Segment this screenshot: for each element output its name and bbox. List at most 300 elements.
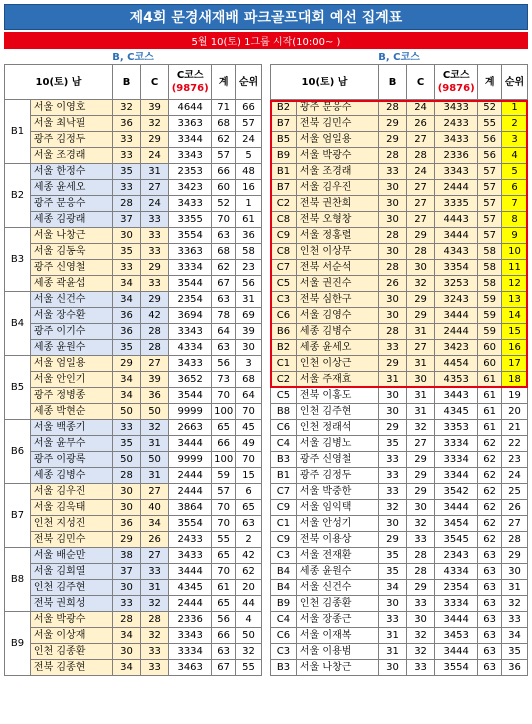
player-name: 인천 지성진 <box>30 516 112 532</box>
score-b: 33 <box>112 180 140 196</box>
total-score: 63 <box>478 644 502 660</box>
c-course-detail: 2444 <box>169 468 212 484</box>
player-name: 서울 김우진 <box>296 180 378 196</box>
header-rank: 순위 <box>502 65 528 100</box>
score-b: 31 <box>378 628 406 644</box>
total-score: 59 <box>478 324 502 340</box>
player-name: 전북 서순석 <box>296 260 378 276</box>
player-name: 전북 이홍도 <box>296 388 378 404</box>
group-id: C3 <box>271 548 297 564</box>
rank: 57 <box>236 116 262 132</box>
header-total: 계 <box>212 65 236 100</box>
table-row <box>5 580 262 596</box>
group-id: B2 <box>271 340 297 356</box>
score-b: 29 <box>378 356 406 372</box>
total-score: 63 <box>478 628 502 644</box>
score-b: 29 <box>378 420 406 436</box>
score-c: 32 <box>141 628 169 644</box>
score-c: 28 <box>407 244 435 260</box>
group-id: C6 <box>271 628 297 644</box>
c-course-detail: 2343 <box>435 548 478 564</box>
table-row <box>5 548 262 564</box>
total-score: 59 <box>212 468 236 484</box>
table-row <box>271 324 528 340</box>
score-c: 33 <box>141 644 169 660</box>
c-course-detail: 9999 <box>169 404 212 420</box>
table-row <box>271 132 528 148</box>
table-row <box>271 180 528 196</box>
rank: 1 <box>502 100 528 116</box>
c-course-detail: 3554 <box>169 516 212 532</box>
total-score: 63 <box>212 228 236 244</box>
rank: 5 <box>502 164 528 180</box>
total-score: 52 <box>478 100 502 116</box>
total-score: 71 <box>212 100 236 116</box>
score-c: 33 <box>141 244 169 260</box>
score-b: 36 <box>112 324 140 340</box>
player-name: 서울 안성기 <box>296 516 378 532</box>
score-c: 26 <box>141 532 169 548</box>
c-course-detail: 4353 <box>435 372 478 388</box>
c-course-detail: 3444 <box>435 644 478 660</box>
player-name: 서울 전재환 <box>296 548 378 564</box>
c-course-detail: 3343 <box>435 164 478 180</box>
total-score: 73 <box>212 372 236 388</box>
table-row <box>5 660 262 676</box>
total-score: 64 <box>212 324 236 340</box>
score-b: 50 <box>112 404 140 420</box>
score-b: 28 <box>378 148 406 164</box>
score-b: 30 <box>378 660 406 676</box>
c-course-detail: 3444 <box>169 436 212 452</box>
table-row <box>271 164 528 180</box>
table-row <box>5 116 262 132</box>
group-id: B4 <box>5 292 31 356</box>
group-id: B1 <box>271 164 297 180</box>
total-score: 57 <box>478 228 502 244</box>
player-name: 인천 이상근 <box>296 356 378 372</box>
player-name: 서울 이상재 <box>30 628 112 644</box>
score-b: 31 <box>378 372 406 388</box>
total-score: 66 <box>212 436 236 452</box>
score-b: 35 <box>112 436 140 452</box>
total-score: 55 <box>478 116 502 132</box>
table-row <box>271 564 528 580</box>
score-c: 32 <box>407 644 435 660</box>
rank: 68 <box>236 372 262 388</box>
player-name: 전북 오형창 <box>296 212 378 228</box>
score-b: 31 <box>378 644 406 660</box>
total-score: 56 <box>212 356 236 372</box>
table-row <box>5 564 262 580</box>
table-row <box>5 388 262 404</box>
score-b: 34 <box>112 660 140 676</box>
player-name: 서울 김욱태 <box>30 500 112 516</box>
score-b: 35 <box>112 340 140 356</box>
player-name: 광주 신영철 <box>296 452 378 468</box>
group-id: C9 <box>271 532 297 548</box>
score-c: 29 <box>407 452 435 468</box>
rank: 7 <box>502 196 528 212</box>
score-b: 34 <box>378 580 406 596</box>
score-b: 32 <box>378 500 406 516</box>
score-b: 33 <box>112 596 140 612</box>
total-score: 57 <box>478 196 502 212</box>
rank: 2 <box>236 532 262 548</box>
score-b: 38 <box>112 548 140 564</box>
score-c: 24 <box>407 164 435 180</box>
group-id: C8 <box>271 212 297 228</box>
score-b: 34 <box>112 388 140 404</box>
c-course-detail: 3343 <box>169 324 212 340</box>
score-c: 27 <box>407 132 435 148</box>
score-c: 39 <box>141 100 169 116</box>
rank: 20 <box>236 580 262 596</box>
header-row <box>271 65 528 100</box>
score-b: 33 <box>378 612 406 628</box>
score-b: 33 <box>378 452 406 468</box>
player-name: 세종 윤세오 <box>30 180 112 196</box>
c-course-detail: 3343 <box>169 628 212 644</box>
table-row <box>5 212 262 228</box>
score-c: 28 <box>141 324 169 340</box>
c-course-detail: 2663 <box>169 420 212 436</box>
total-score: 62 <box>478 516 502 532</box>
score-c: 31 <box>141 164 169 180</box>
rank: 61 <box>236 212 262 228</box>
score-b: 32 <box>112 100 140 116</box>
group-id: B2 <box>271 100 297 116</box>
rank: 5 <box>236 148 262 164</box>
group-id: B9 <box>271 148 297 164</box>
c-course-detail: 3253 <box>435 276 478 292</box>
total-score: 100 <box>212 404 236 420</box>
player-name: 세종 김광래 <box>30 212 112 228</box>
score-b: 30 <box>378 244 406 260</box>
group-id: C5 <box>271 276 297 292</box>
score-c: 33 <box>407 660 435 676</box>
player-name: 서울 한정수 <box>30 164 112 180</box>
course-label: B, C코스 <box>112 52 154 63</box>
score-c: 42 <box>141 308 169 324</box>
rank: 30 <box>236 340 262 356</box>
score-c: 24 <box>141 196 169 212</box>
header-c-course <box>169 65 212 100</box>
rank: 29 <box>502 548 528 564</box>
group-id: B5 <box>271 132 297 148</box>
score-c: 30 <box>407 500 435 516</box>
group-id: C6 <box>271 420 297 436</box>
total-score: 52 <box>212 196 236 212</box>
player-name: 서울 이재복 <box>296 628 378 644</box>
total-score: 63 <box>212 340 236 356</box>
c-course-detail: 4334 <box>435 564 478 580</box>
score-c: 32 <box>141 116 169 132</box>
score-b: 37 <box>112 212 140 228</box>
player-name: 세종 윤세오 <box>296 340 378 356</box>
score-b: 30 <box>378 308 406 324</box>
c-course-detail: 3334 <box>435 452 478 468</box>
score-b: 34 <box>112 372 140 388</box>
c-course-detail: 2433 <box>435 116 478 132</box>
player-name: 인천 김종환 <box>296 596 378 612</box>
table-row <box>271 260 528 276</box>
course-label-row <box>5 51 262 65</box>
player-name: 서울 정홍렬 <box>296 228 378 244</box>
total-score: 66 <box>212 164 236 180</box>
c-course-detail: 3343 <box>169 148 212 164</box>
total-score: 59 <box>478 308 502 324</box>
score-c: 29 <box>407 468 435 484</box>
score-c: 40 <box>141 500 169 516</box>
c-course-detail: 3454 <box>435 516 478 532</box>
score-b: 28 <box>378 260 406 276</box>
group-id: B3 <box>5 228 31 292</box>
total-score: 57 <box>478 180 502 196</box>
total-score: 70 <box>212 516 236 532</box>
score-c: 31 <box>141 468 169 484</box>
rank: 17 <box>502 356 528 372</box>
group-id: C9 <box>271 500 297 516</box>
score-c: 30 <box>407 372 435 388</box>
header-row <box>5 65 262 100</box>
total-score: 57 <box>478 164 502 180</box>
score-c: 27 <box>141 548 169 564</box>
score-c: 31 <box>407 404 435 420</box>
rank: 31 <box>502 580 528 596</box>
total-score: 63 <box>212 644 236 660</box>
c-course-detail: 3444 <box>435 500 478 516</box>
table-row <box>271 404 528 420</box>
total-score: 70 <box>212 500 236 516</box>
score-c: 31 <box>407 324 435 340</box>
rank: 39 <box>236 324 262 340</box>
c-course-detail: 4443 <box>435 212 478 228</box>
score-c: 28 <box>141 340 169 356</box>
rank: 21 <box>502 420 528 436</box>
total-score: 63 <box>478 564 502 580</box>
score-c: 31 <box>141 436 169 452</box>
total-score: 68 <box>212 244 236 260</box>
player-name: 세종 곽윤섭 <box>30 276 112 292</box>
score-b: 30 <box>112 500 140 516</box>
rank: 16 <box>236 180 262 196</box>
table-row <box>5 180 262 196</box>
table-row <box>5 468 262 484</box>
c-course-detail: 2433 <box>169 532 212 548</box>
score-c: 27 <box>141 356 169 372</box>
rank: 11 <box>502 260 528 276</box>
header-total: 계 <box>478 65 502 100</box>
table-row <box>5 612 262 628</box>
score-c: 36 <box>141 388 169 404</box>
score-b: 36 <box>112 516 140 532</box>
group-id: C2 <box>271 196 297 212</box>
table-row <box>5 228 262 244</box>
table-row <box>5 244 262 260</box>
table-row <box>5 276 262 292</box>
player-name: 전북 권희성 <box>30 596 112 612</box>
group-id: C4 <box>271 436 297 452</box>
table-row <box>271 116 528 132</box>
c-course-detail: 4343 <box>435 244 478 260</box>
score-c: 24 <box>141 148 169 164</box>
total-score: 65 <box>212 596 236 612</box>
group-id: B6 <box>271 324 297 340</box>
group-id: B1 <box>5 100 31 164</box>
rank: 6 <box>502 180 528 196</box>
total-score: 58 <box>478 276 502 292</box>
c-course-detail: 3423 <box>169 180 212 196</box>
rank: 42 <box>236 548 262 564</box>
c-course-detail: 3554 <box>169 228 212 244</box>
score-b: 35 <box>378 548 406 564</box>
total-score: 62 <box>212 132 236 148</box>
rank: 30 <box>502 564 528 580</box>
c-course-detail: 3444 <box>435 308 478 324</box>
total-score: 62 <box>478 468 502 484</box>
score-c: 50 <box>141 452 169 468</box>
c-course-detail: 3652 <box>169 372 212 388</box>
total-score: 60 <box>478 356 502 372</box>
player-name: 서울 안인기 <box>30 372 112 388</box>
total-score: 78 <box>212 308 236 324</box>
table-row <box>271 516 528 532</box>
rank: 4 <box>502 148 528 164</box>
rank: 28 <box>502 532 528 548</box>
total-score: 60 <box>478 340 502 356</box>
c-course-detail: 4334 <box>169 340 212 356</box>
player-name: 서울 김동욱 <box>30 244 112 260</box>
score-b: 35 <box>112 244 140 260</box>
c-course-detail: 2353 <box>169 164 212 180</box>
course-label: B, C코스 <box>378 52 420 63</box>
score-c: 27 <box>407 436 435 452</box>
player-name: 서울 나창근 <box>296 660 378 676</box>
player-name: 서울 김영수 <box>296 308 378 324</box>
total-score: 56 <box>212 612 236 628</box>
score-b: 30 <box>112 644 140 660</box>
header-c-course-code: (9876) <box>437 83 475 94</box>
total-score: 65 <box>212 548 236 564</box>
sheet-subtitle: 5월 10(토) 1그룹 시작(10:00~ ) <box>4 32 528 49</box>
group-id: C5 <box>271 388 297 404</box>
total-score: 67 <box>212 276 236 292</box>
table-row <box>5 420 262 436</box>
group-id: B3 <box>271 452 297 468</box>
total-score: 57 <box>212 148 236 164</box>
rank: 69 <box>236 308 262 324</box>
score-b: 30 <box>378 196 406 212</box>
table-row <box>5 596 262 612</box>
player-name: 세종 박현순 <box>30 404 112 420</box>
group-id: B7 <box>5 484 31 548</box>
c-course-detail: 3363 <box>169 116 212 132</box>
player-name: 서울 박광수 <box>30 612 112 628</box>
c-course-detail: 3444 <box>435 228 478 244</box>
score-b: 36 <box>112 308 140 324</box>
score-c: 27 <box>407 196 435 212</box>
total-score: 61 <box>478 388 502 404</box>
player-name: 전북 김민수 <box>296 116 378 132</box>
c-course-detail: 3544 <box>169 388 212 404</box>
c-course-detail: 3554 <box>435 660 478 676</box>
c-course-detail: 3354 <box>435 260 478 276</box>
score-c: 39 <box>141 372 169 388</box>
rank: 36 <box>236 228 262 244</box>
table-row <box>5 292 262 308</box>
table-row <box>5 308 262 324</box>
rank: 2 <box>502 116 528 132</box>
total-score: 63 <box>478 660 502 676</box>
rank: 55 <box>236 660 262 676</box>
rank: 23 <box>502 452 528 468</box>
score-c: 32 <box>141 596 169 612</box>
rank: 12 <box>502 276 528 292</box>
score-c: 30 <box>407 612 435 628</box>
player-name: 서울 임익택 <box>296 500 378 516</box>
table-row <box>271 388 528 404</box>
score-b: 29 <box>112 532 140 548</box>
rank: 32 <box>502 596 528 612</box>
player-name: 서울 권진수 <box>296 276 378 292</box>
score-b: 35 <box>112 164 140 180</box>
player-name: 서울 엄일용 <box>296 132 378 148</box>
group-id: C1 <box>271 356 297 372</box>
score-c: 29 <box>141 260 169 276</box>
rank: 13 <box>502 292 528 308</box>
score-c: 33 <box>141 228 169 244</box>
rank: 70 <box>236 452 262 468</box>
player-name: 세종 김병수 <box>296 324 378 340</box>
table-row <box>271 628 528 644</box>
total-score: 56 <box>478 132 502 148</box>
total-score: 60 <box>212 180 236 196</box>
header-date-gender: 10(토) 남 <box>271 65 379 100</box>
score-b: 33 <box>112 132 140 148</box>
rank: 34 <box>502 628 528 644</box>
rank: 64 <box>236 388 262 404</box>
c-course-detail: 2444 <box>169 596 212 612</box>
score-c: 31 <box>407 388 435 404</box>
table-row <box>271 148 528 164</box>
score-b: 33 <box>378 484 406 500</box>
rank: 6 <box>236 484 262 500</box>
player-name: 서울 김우진 <box>30 484 112 500</box>
score-c: 34 <box>141 516 169 532</box>
score-c: 29 <box>407 308 435 324</box>
score-c: 26 <box>407 116 435 132</box>
score-b: 30 <box>378 596 406 612</box>
player-name: 서울 백종기 <box>30 420 112 436</box>
c-course-detail: 3444 <box>435 612 478 628</box>
rank: 27 <box>502 516 528 532</box>
table-row <box>271 100 528 116</box>
group-id: B3 <box>271 660 297 676</box>
group-id: C9 <box>271 228 297 244</box>
score-c: 29 <box>141 292 169 308</box>
group-table <box>4 51 262 676</box>
table-row <box>271 196 528 212</box>
score-c: 27 <box>407 340 435 356</box>
header-date-gender: 10(토) 남 <box>5 65 113 100</box>
rank: 15 <box>502 324 528 340</box>
rank: 70 <box>236 404 262 420</box>
score-c: 31 <box>141 580 169 596</box>
c-course-detail: 2354 <box>169 292 212 308</box>
player-name: 서울 김회열 <box>30 564 112 580</box>
rank: 24 <box>502 468 528 484</box>
